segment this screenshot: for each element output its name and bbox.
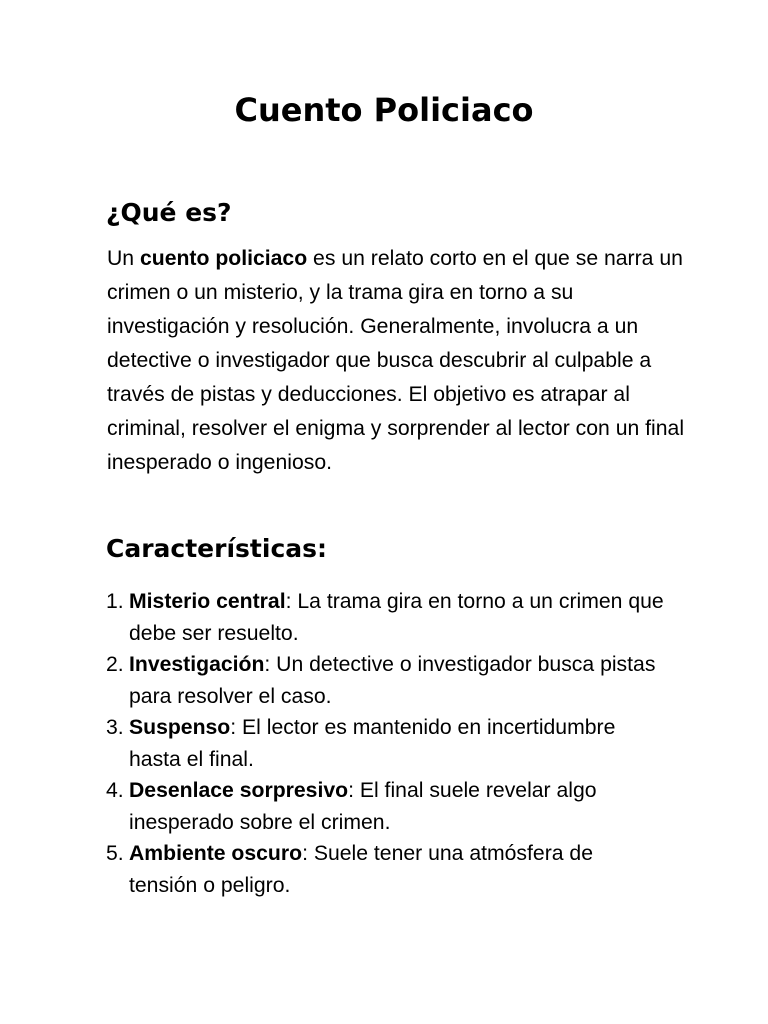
- list-item-number: 2.: [106, 653, 124, 676]
- list-item: [106, 712, 666, 775]
- section-heading-what-is: ¿Qué es?: [106, 198, 232, 227]
- list-item-number: 4.: [106, 779, 124, 802]
- list-item-number: 5.: [106, 842, 124, 865]
- intro-text-start: Un: [107, 247, 140, 270]
- intro-paragraph: [107, 242, 687, 480]
- list-item-text: : La trama gira en torno a un crimen que debe ser resuelto.: [129, 590, 664, 645]
- list-item: [106, 838, 666, 901]
- section-heading-features: Características:: [106, 534, 328, 563]
- list-item: [106, 775, 666, 838]
- list-item-text: : Suele tener una atmósfera de tensión o peligro.: [129, 842, 593, 897]
- list-item: [106, 586, 666, 649]
- list-item-text: : Un detective o investigador busca pistas para resolver el caso.: [129, 653, 656, 708]
- list-item-number: 1.: [106, 590, 124, 613]
- list-item-text: : El lector es mantenido en incertidumbre hasta el final.: [129, 716, 616, 771]
- list-item-term: Ambiente oscuro: [129, 842, 303, 865]
- list-item-text: : El final suele revelar algo inesperado sobre el crimen.: [129, 779, 597, 834]
- intro-bold-term: cuento policiaco: [139, 247, 308, 270]
- list-item-term: Misterio central: [129, 590, 286, 613]
- list-item-term: Investigación: [129, 653, 265, 676]
- list-item-number: 3.: [106, 716, 124, 739]
- intro-text-rest: es un relato corto en el que se narra un crimen o un misterio, y la trama gira en torno a su investigación y resolución. Generalmente, involucra a un detective o investigador que busca descubrir al culpable a través de pistas y deducciones. El objetivo es atrapar al criminal, resolver el enigma y sorprender al lector con un final inesperado o ingenioso.: [107, 247, 685, 474]
- list-item-term: Suspenso: [129, 716, 231, 739]
- features-list: [106, 586, 666, 901]
- list-item: [106, 649, 666, 712]
- list-item-term: Desenlace sorpresivo: [129, 779, 349, 802]
- document-title: Cuento Policiaco: [234, 91, 534, 129]
